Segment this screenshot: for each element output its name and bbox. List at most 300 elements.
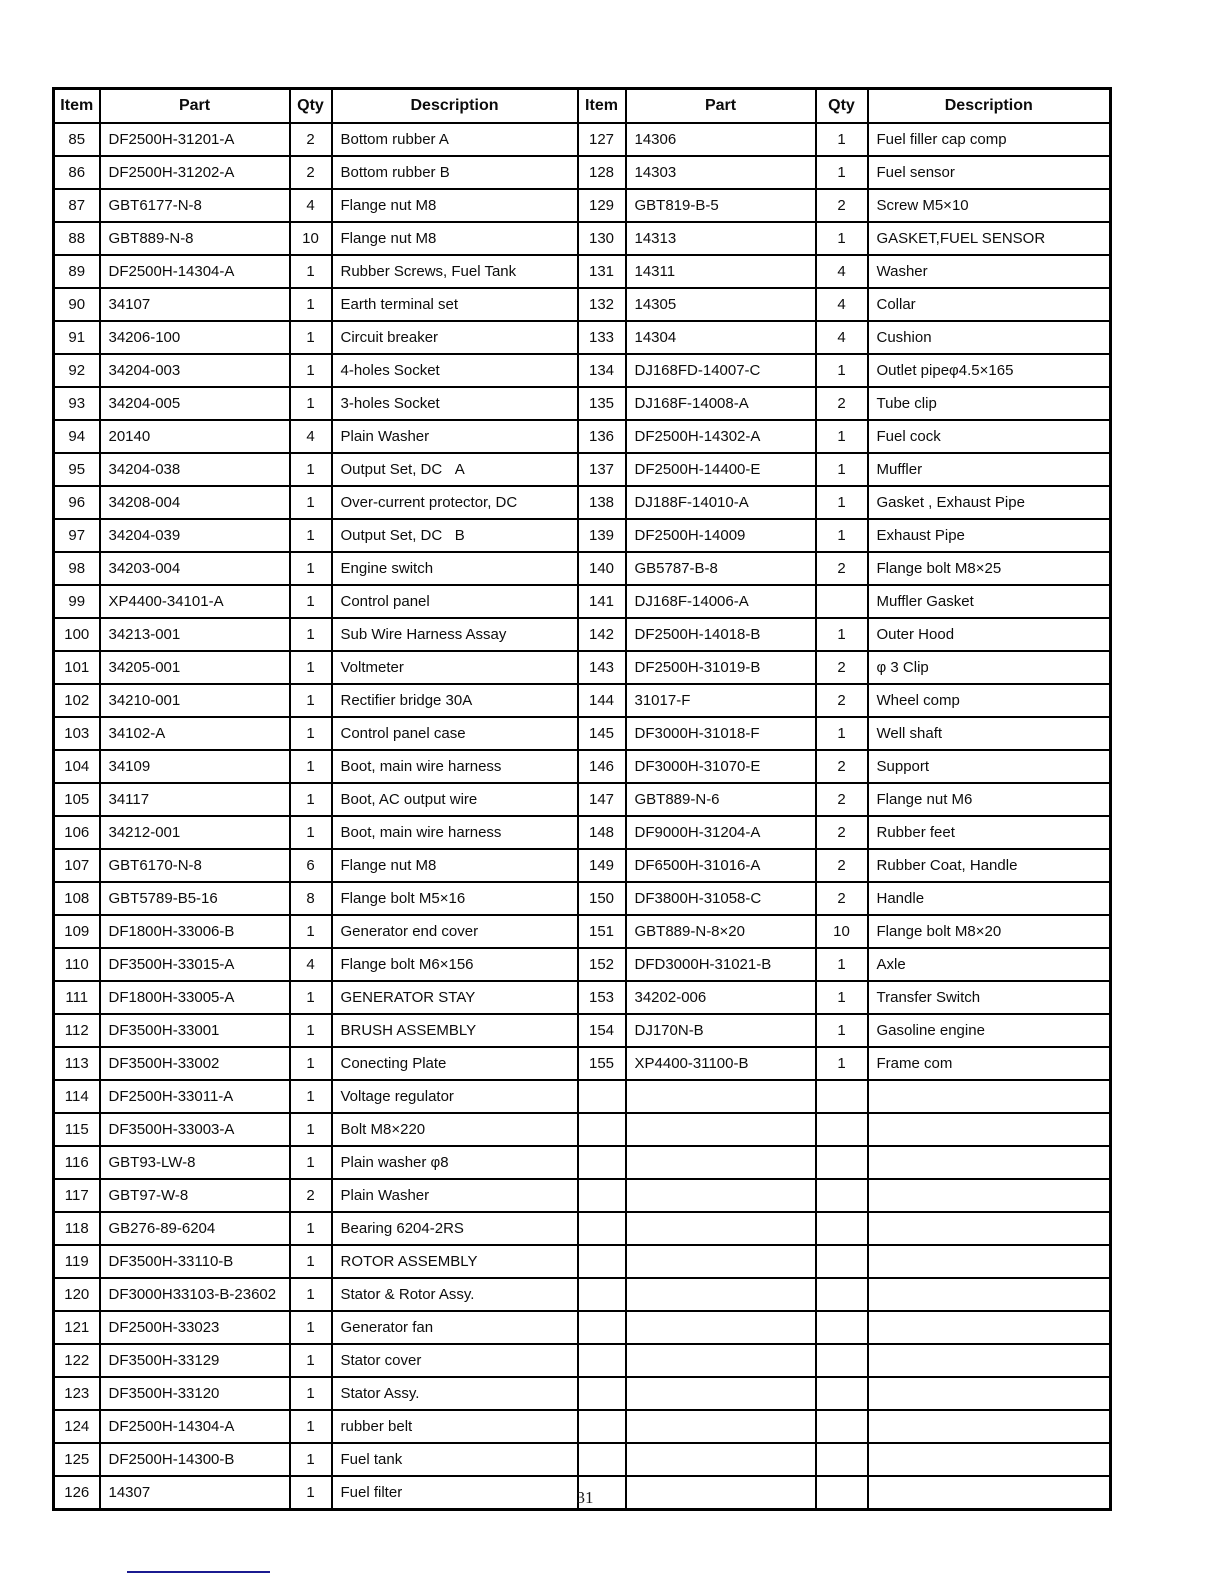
header-part-left: Part	[100, 89, 290, 124]
qty-cell: 1	[290, 1377, 332, 1410]
qty-cell: 4	[816, 321, 868, 354]
qty-cell: 1	[290, 618, 332, 651]
page-number: 31	[576, 1488, 594, 1507]
part-cell: 14307	[100, 1476, 290, 1510]
part-cell: GBT819-B-5	[626, 189, 816, 222]
part-cell	[626, 1080, 816, 1113]
part-cell: 14303	[626, 156, 816, 189]
part-cell: DF3800H-31058-C	[626, 882, 816, 915]
description-cell: Sub Wire Harness Assay	[332, 618, 578, 651]
description-cell	[868, 1278, 1111, 1311]
item-cell: 98	[54, 552, 100, 585]
description-cell: Washer	[868, 255, 1111, 288]
description-cell: Generator end cover	[332, 915, 578, 948]
description-cell	[868, 1179, 1111, 1212]
item-cell	[578, 1179, 626, 1212]
description-cell: Fuel filter	[332, 1476, 578, 1510]
table-row	[54, 618, 1111, 651]
part-cell: DF2500H-31019-B	[626, 651, 816, 684]
part-cell: 31017-F	[626, 684, 816, 717]
item-cell: 106	[54, 816, 100, 849]
qty-cell: 1	[290, 387, 332, 420]
footer-line	[127, 1571, 270, 1573]
item-cell: 127	[578, 123, 626, 156]
item-cell	[578, 1245, 626, 1278]
table-row	[54, 288, 1111, 321]
part-cell: DF2500H-14400-E	[626, 453, 816, 486]
item-cell: 100	[54, 618, 100, 651]
table-row	[54, 189, 1111, 222]
table-row	[54, 1377, 1111, 1410]
qty-cell: 1	[816, 981, 868, 1014]
qty-cell: 1	[290, 1146, 332, 1179]
header-description-left: Description	[332, 89, 578, 124]
table-row	[54, 882, 1111, 915]
table-row	[54, 1410, 1111, 1443]
part-cell: DF2500H-33023	[100, 1311, 290, 1344]
table-row	[54, 783, 1111, 816]
description-cell: Muffler Gasket	[868, 585, 1111, 618]
description-cell	[868, 1080, 1111, 1113]
description-cell: Axle	[868, 948, 1111, 981]
qty-cell: 1	[290, 915, 332, 948]
item-cell: 88	[54, 222, 100, 255]
part-cell: GBT889-N-8×20	[626, 915, 816, 948]
item-cell: 150	[578, 882, 626, 915]
qty-cell: 1	[816, 1047, 868, 1080]
part-cell	[626, 1245, 816, 1278]
description-cell: GENERATOR STAY	[332, 981, 578, 1014]
description-cell: 4-holes Socket	[332, 354, 578, 387]
qty-cell: 1	[816, 519, 868, 552]
qty-cell: 1	[816, 420, 868, 453]
description-cell: Screw M5×10	[868, 189, 1111, 222]
qty-cell: 1	[290, 1476, 332, 1510]
item-cell: 119	[54, 1245, 100, 1278]
qty-cell: 1	[290, 1410, 332, 1443]
description-cell: Bolt M8×220	[332, 1113, 578, 1146]
part-cell: DF1800H-33005-A	[100, 981, 290, 1014]
qty-cell: 4	[816, 255, 868, 288]
part-cell: DF2500H-31201-A	[100, 123, 290, 156]
qty-cell: 1	[816, 453, 868, 486]
description-cell: Collar	[868, 288, 1111, 321]
item-cell: 116	[54, 1146, 100, 1179]
table-row	[54, 1113, 1111, 1146]
description-cell: ROTOR ASSEMBLY	[332, 1245, 578, 1278]
item-cell	[578, 1377, 626, 1410]
qty-cell: 1	[290, 684, 332, 717]
part-cell: DF6500H-31016-A	[626, 849, 816, 882]
part-cell: 34204-005	[100, 387, 290, 420]
part-cell: DF3000H-31070-E	[626, 750, 816, 783]
qty-cell: 4	[290, 948, 332, 981]
description-cell: Wheel comp	[868, 684, 1111, 717]
part-cell	[626, 1443, 816, 1476]
qty-cell: 1	[816, 222, 868, 255]
part-cell: DF2500H-14009	[626, 519, 816, 552]
description-cell: Bottom rubber B	[332, 156, 578, 189]
qty-cell: 2	[816, 552, 868, 585]
item-cell	[578, 1080, 626, 1113]
part-cell: 14304	[626, 321, 816, 354]
table-row	[54, 750, 1111, 783]
qty-cell: 2	[816, 189, 868, 222]
qty-cell: 6	[290, 849, 332, 882]
part-cell: GBT889-N-8	[100, 222, 290, 255]
qty-cell: 2	[816, 387, 868, 420]
part-cell: GB5787-B-8	[626, 552, 816, 585]
qty-cell: 1	[816, 486, 868, 519]
qty-cell: 1	[290, 750, 332, 783]
table-row	[54, 552, 1111, 585]
item-cell: 85	[54, 123, 100, 156]
item-cell: 90	[54, 288, 100, 321]
description-cell: Flange nut M8	[332, 189, 578, 222]
qty-cell: 2	[290, 156, 332, 189]
table-row	[54, 387, 1111, 420]
item-cell: 123	[54, 1377, 100, 1410]
qty-cell: 1	[290, 1278, 332, 1311]
table-row	[54, 321, 1111, 354]
qty-cell	[816, 1377, 868, 1410]
table-row	[54, 816, 1111, 849]
description-cell: Plain washer φ8	[332, 1146, 578, 1179]
table-row	[54, 1278, 1111, 1311]
part-cell: 34213-001	[100, 618, 290, 651]
part-cell: 20140	[100, 420, 290, 453]
part-cell: 34204-038	[100, 453, 290, 486]
description-cell: Voltmeter	[332, 651, 578, 684]
qty-cell: 1	[290, 717, 332, 750]
qty-cell: 4	[290, 420, 332, 453]
description-cell: Cushion	[868, 321, 1111, 354]
parts-table	[52, 87, 1112, 1511]
qty-cell: 1	[816, 948, 868, 981]
part-cell: DF3500H-33003-A	[100, 1113, 290, 1146]
table-row	[54, 519, 1111, 552]
qty-cell	[816, 1410, 868, 1443]
item-cell: 138	[578, 486, 626, 519]
description-cell: Engine switch	[332, 552, 578, 585]
qty-cell: 4	[816, 288, 868, 321]
description-cell	[868, 1113, 1111, 1146]
item-cell: 152	[578, 948, 626, 981]
qty-cell: 2	[816, 816, 868, 849]
description-cell: Output Set, DC B	[332, 519, 578, 552]
table-row	[54, 1014, 1111, 1047]
qty-cell: 1	[290, 1311, 332, 1344]
description-cell: Stator Assy.	[332, 1377, 578, 1410]
item-cell	[578, 1443, 626, 1476]
item-cell: 132	[578, 288, 626, 321]
part-cell: 34204-039	[100, 519, 290, 552]
description-cell: Muffler	[868, 453, 1111, 486]
description-cell: φ 3 Clip	[868, 651, 1111, 684]
qty-cell: 1	[290, 1113, 332, 1146]
qty-cell: 1	[290, 1245, 332, 1278]
item-cell: 110	[54, 948, 100, 981]
item-cell: 108	[54, 882, 100, 915]
part-cell: DF2500H-14300-B	[100, 1443, 290, 1476]
description-cell: 3-holes Socket	[332, 387, 578, 420]
table-row	[54, 1311, 1111, 1344]
part-cell: XP4400-34101-A	[100, 585, 290, 618]
item-cell: 109	[54, 915, 100, 948]
item-cell: 141	[578, 585, 626, 618]
item-cell	[578, 1311, 626, 1344]
part-cell: 34202-006	[626, 981, 816, 1014]
item-cell: 121	[54, 1311, 100, 1344]
item-cell: 140	[578, 552, 626, 585]
qty-cell: 2	[816, 651, 868, 684]
item-cell: 151	[578, 915, 626, 948]
item-cell: 124	[54, 1410, 100, 1443]
qty-cell	[816, 1344, 868, 1377]
description-cell: Bottom rubber A	[332, 123, 578, 156]
item-cell: 154	[578, 1014, 626, 1047]
item-cell: 128	[578, 156, 626, 189]
part-cell: DJ188F-14010-A	[626, 486, 816, 519]
item-cell: 131	[578, 255, 626, 288]
item-cell: 111	[54, 981, 100, 1014]
item-cell: 120	[54, 1278, 100, 1311]
part-cell: DF3500H-33001	[100, 1014, 290, 1047]
qty-cell: 8	[290, 882, 332, 915]
description-cell	[868, 1146, 1111, 1179]
part-cell: DF3500H-33120	[100, 1377, 290, 1410]
part-cell: GBT93-LW-8	[100, 1146, 290, 1179]
item-cell	[578, 1113, 626, 1146]
item-cell	[578, 1344, 626, 1377]
part-cell: DF2500H-33011-A	[100, 1080, 290, 1113]
description-cell: Outlet pipeφ4.5×165	[868, 354, 1111, 387]
description-cell: Boot, AC output wire	[332, 783, 578, 816]
table-row	[54, 222, 1111, 255]
item-cell: 93	[54, 387, 100, 420]
item-cell: 145	[578, 717, 626, 750]
item-cell: 114	[54, 1080, 100, 1113]
part-cell: 34102-A	[100, 717, 290, 750]
qty-cell	[816, 585, 868, 618]
item-cell: 103	[54, 717, 100, 750]
qty-cell: 2	[816, 783, 868, 816]
header-row	[54, 89, 1111, 124]
header-part-right: Part	[626, 89, 816, 124]
part-cell	[626, 1311, 816, 1344]
description-cell: Transfer Switch	[868, 981, 1111, 1014]
qty-cell: 2	[290, 1179, 332, 1212]
description-cell: Flange nut M8	[332, 849, 578, 882]
description-cell	[868, 1311, 1111, 1344]
qty-cell: 1	[290, 1014, 332, 1047]
part-cell: 14311	[626, 255, 816, 288]
table-row	[54, 1146, 1111, 1179]
item-cell: 87	[54, 189, 100, 222]
part-cell: 34204-003	[100, 354, 290, 387]
description-cell	[868, 1410, 1111, 1443]
table-row	[54, 948, 1111, 981]
part-cell: DF2500H-14304-A	[100, 255, 290, 288]
item-cell	[578, 1410, 626, 1443]
qty-cell: 1	[290, 354, 332, 387]
qty-cell: 1	[290, 519, 332, 552]
qty-cell: 1	[290, 1212, 332, 1245]
table-row	[54, 1080, 1111, 1113]
part-cell	[626, 1278, 816, 1311]
part-cell: DF3000H-31018-F	[626, 717, 816, 750]
qty-cell	[816, 1080, 868, 1113]
description-cell: Flange nut M8	[332, 222, 578, 255]
part-cell: DJ168F-14006-A	[626, 585, 816, 618]
item-cell: 144	[578, 684, 626, 717]
item-cell: 112	[54, 1014, 100, 1047]
description-cell: Conecting Plate	[332, 1047, 578, 1080]
table-row	[54, 156, 1111, 189]
part-cell: DF2500H-31202-A	[100, 156, 290, 189]
header-qty-right: Qty	[816, 89, 868, 124]
qty-cell: 1	[290, 321, 332, 354]
item-cell: 125	[54, 1443, 100, 1476]
item-cell: 86	[54, 156, 100, 189]
table-row	[54, 585, 1111, 618]
qty-cell	[816, 1311, 868, 1344]
part-cell: 14305	[626, 288, 816, 321]
table-row	[54, 486, 1111, 519]
description-cell: Control panel case	[332, 717, 578, 750]
qty-cell	[816, 1113, 868, 1146]
description-cell: Boot, main wire harness	[332, 750, 578, 783]
part-cell: DF3500H-33002	[100, 1047, 290, 1080]
item-cell: 96	[54, 486, 100, 519]
description-cell: Rubber Coat, Handle	[868, 849, 1111, 882]
qty-cell: 1	[290, 585, 332, 618]
table-row	[54, 354, 1111, 387]
table-row	[54, 1212, 1111, 1245]
part-cell	[626, 1410, 816, 1443]
description-cell: Plain Washer	[332, 1179, 578, 1212]
item-cell	[578, 1212, 626, 1245]
part-cell	[626, 1344, 816, 1377]
qty-cell: 1	[816, 354, 868, 387]
description-cell: Boot, main wire harness	[332, 816, 578, 849]
description-cell: Bearing 6204-2RS	[332, 1212, 578, 1245]
description-cell: Tube clip	[868, 387, 1111, 420]
part-cell: DJ168F-14008-A	[626, 387, 816, 420]
item-cell: 136	[578, 420, 626, 453]
item-cell: 139	[578, 519, 626, 552]
description-cell: Fuel cock	[868, 420, 1111, 453]
table-row	[54, 849, 1111, 882]
description-cell: Rubber Screws, Fuel Tank	[332, 255, 578, 288]
description-cell: Voltage regulator	[332, 1080, 578, 1113]
qty-cell: 1	[816, 156, 868, 189]
table-row	[54, 420, 1111, 453]
qty-cell: 1	[290, 1047, 332, 1080]
qty-cell: 1	[290, 486, 332, 519]
item-cell: 94	[54, 420, 100, 453]
part-cell: DF3500H-33129	[100, 1344, 290, 1377]
description-cell: Flange bolt M5×16	[332, 882, 578, 915]
item-cell: 89	[54, 255, 100, 288]
item-cell: 95	[54, 453, 100, 486]
description-cell: Fuel sensor	[868, 156, 1111, 189]
item-cell: 105	[54, 783, 100, 816]
part-cell: DJ168FD-14007-C	[626, 354, 816, 387]
part-cell: 34117	[100, 783, 290, 816]
item-cell: 135	[578, 387, 626, 420]
table-row	[54, 1344, 1111, 1377]
qty-cell: 10	[290, 222, 332, 255]
part-cell: 34208-004	[100, 486, 290, 519]
table-row	[54, 1245, 1111, 1278]
qty-cell: 4	[290, 189, 332, 222]
description-cell: rubber belt	[332, 1410, 578, 1443]
qty-cell	[816, 1212, 868, 1245]
item-cell: 143	[578, 651, 626, 684]
description-cell: Flange bolt M8×20	[868, 915, 1111, 948]
table-row	[54, 255, 1111, 288]
header-item-left: Item	[54, 89, 100, 124]
item-cell: 129	[578, 189, 626, 222]
qty-cell: 1	[816, 717, 868, 750]
description-cell: Rectifier bridge 30A	[332, 684, 578, 717]
item-cell: 153	[578, 981, 626, 1014]
description-cell: Flange bolt M8×25	[868, 552, 1111, 585]
description-cell: Gasoline engine	[868, 1014, 1111, 1047]
part-cell: DF1800H-33006-B	[100, 915, 290, 948]
item-cell: 107	[54, 849, 100, 882]
item-cell: 117	[54, 1179, 100, 1212]
item-cell	[578, 1278, 626, 1311]
item-cell: 101	[54, 651, 100, 684]
qty-cell	[816, 1146, 868, 1179]
qty-cell: 1	[290, 552, 332, 585]
qty-cell: 1	[816, 618, 868, 651]
description-cell: Well shaft	[868, 717, 1111, 750]
qty-cell	[816, 1278, 868, 1311]
part-cell	[626, 1146, 816, 1179]
item-cell: 97	[54, 519, 100, 552]
part-cell: DF3500H-33015-A	[100, 948, 290, 981]
description-cell: Gasket , Exhaust Pipe	[868, 486, 1111, 519]
description-cell: Circuit breaker	[332, 321, 578, 354]
description-cell: Flange nut M6	[868, 783, 1111, 816]
part-cell	[626, 1377, 816, 1410]
item-cell: 113	[54, 1047, 100, 1080]
table-row	[54, 123, 1111, 156]
description-cell	[868, 1443, 1111, 1476]
qty-cell: 1	[290, 981, 332, 1014]
item-cell: 104	[54, 750, 100, 783]
header-qty-left: Qty	[290, 89, 332, 124]
qty-cell	[816, 1245, 868, 1278]
description-cell: Handle	[868, 882, 1111, 915]
header-item-right: Item	[578, 89, 626, 124]
description-cell: Control panel	[332, 585, 578, 618]
item-cell: 130	[578, 222, 626, 255]
qty-cell: 1	[290, 453, 332, 486]
item-cell: 148	[578, 816, 626, 849]
item-cell: 91	[54, 321, 100, 354]
part-cell: DF2500H-14302-A	[626, 420, 816, 453]
part-cell	[626, 1179, 816, 1212]
part-cell: GBT889-N-6	[626, 783, 816, 816]
part-cell: 34109	[100, 750, 290, 783]
item-cell: 142	[578, 618, 626, 651]
qty-cell	[816, 1443, 868, 1476]
qty-cell: 2	[290, 123, 332, 156]
